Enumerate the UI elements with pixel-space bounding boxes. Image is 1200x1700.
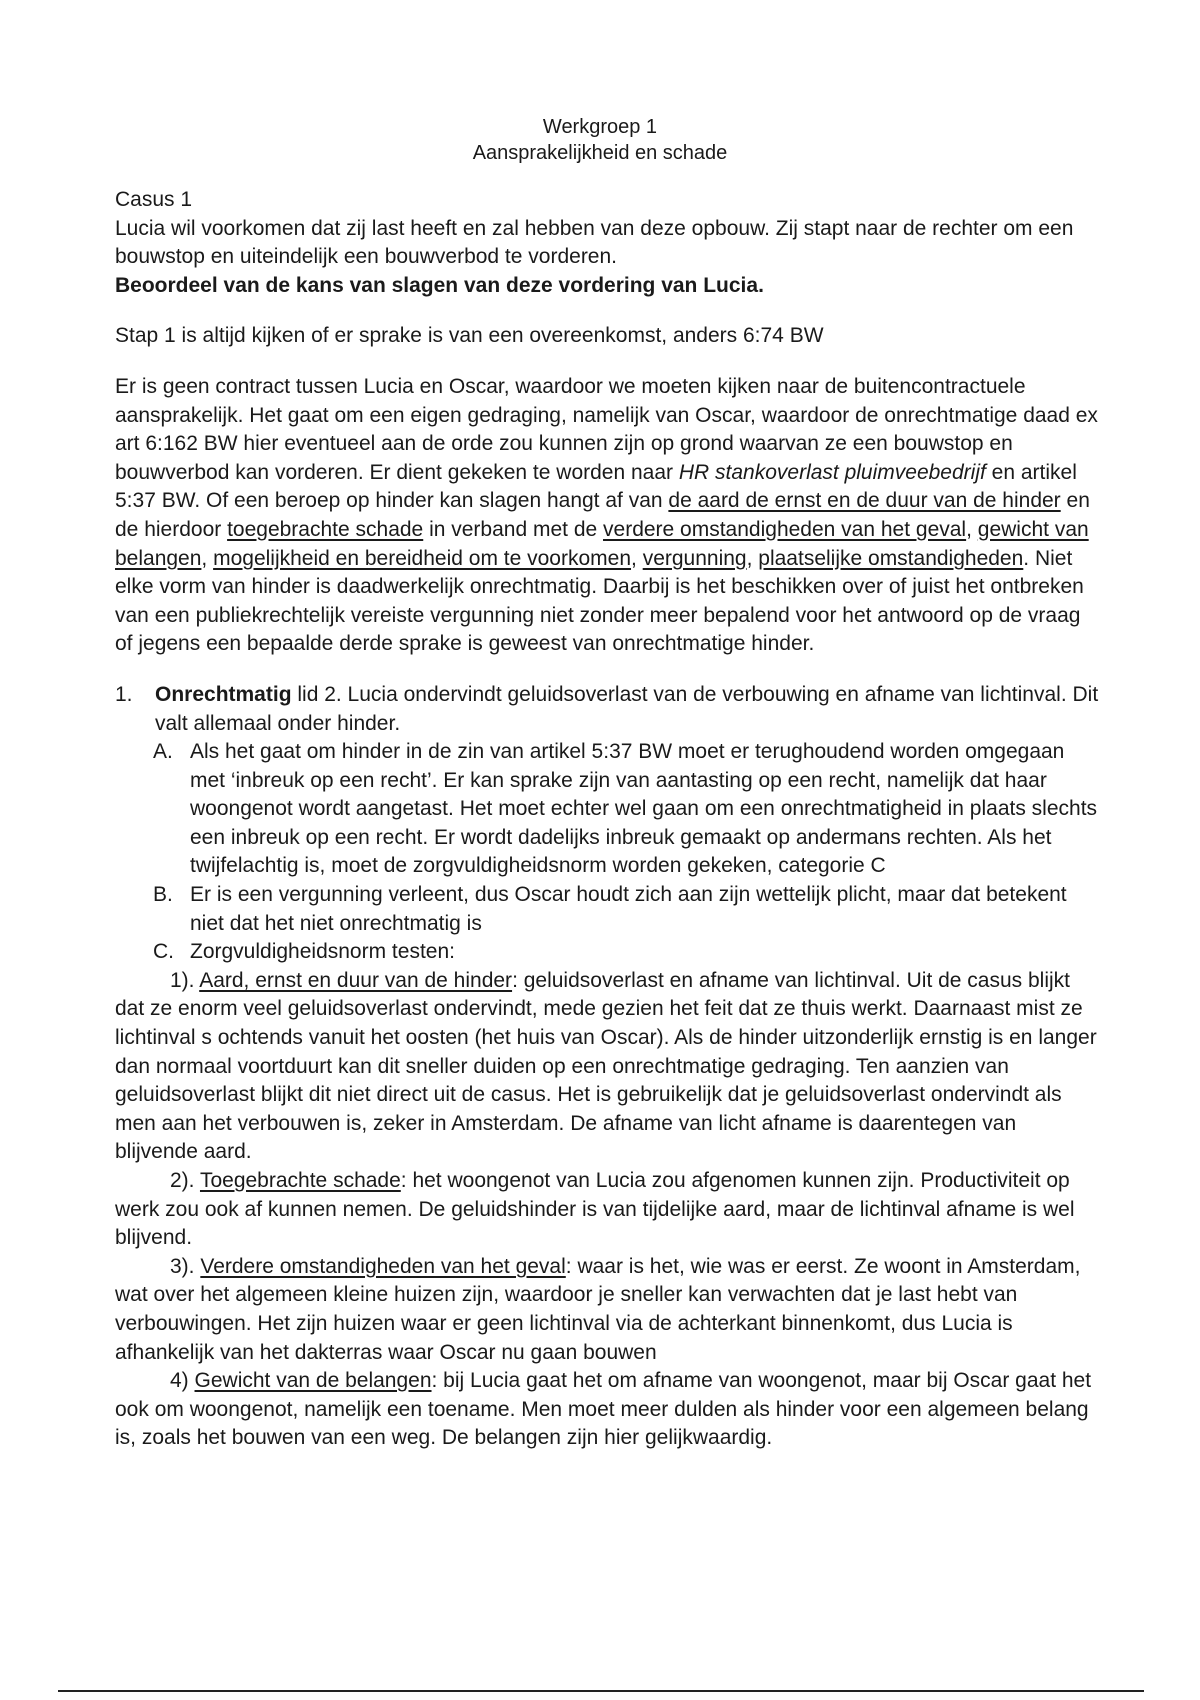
casus-title: Casus 1 [115, 188, 193, 211]
step-4 [115, 1367, 1100, 1453]
page-divider [58, 1690, 1144, 1692]
header-title: Werkgroep 1 [542, 116, 658, 138]
stap-1: Stap 1 is altijd kijken of er sprake is van een overeenkomst, anders 6:74 BW [115, 324, 824, 348]
sub-item-a-text: Als het gaat om hinder in de zin van artikel 5:37 BW moet er terughoudend worden omgegaan met ‘inbreuk op een recht’. Er kan sprake zijn van aantasting op een recht, namelijk dat haar woongenot wordt aangetast. Het moet echter wel gaan om een onrechtmatigheid in plaats slechts een inbreuk op een recht. Er wordt dadelijks inbreuk gemaakt op andermans rechten. Als het twijfelachtig is, moet de zorgvuldigheidsnorm worden gekeken, categorie C [190, 740, 1098, 878]
criterion-interests: gewicht van belangen [115, 517, 1089, 570]
intro-text: , [631, 546, 643, 570]
sub-item-a [115, 738, 1100, 881]
step-label: Aard, ernst en duur van de hinder [199, 968, 513, 992]
sub-item-c-text: Zorgvuldigheidsnorm testen: [190, 940, 455, 964]
sub-item-b-text: Er is een vergunning verleent, dus Oscar houdt zich aan zijn wettelijk plicht, maar dat betekent niet dat het niet onrechtmatig is [190, 883, 1067, 935]
spacer [115, 351, 1100, 373]
step-text: : bij Lucia gaat het om afname van woongenot, maar bij Oscar gaat het ook om woongenot, namelijk een toename. Men moet meer dulden als hinder voor een algemeen belang is, zoals het bouwen van een weg. De belangen zijn hier gelijkwaardig. [115, 1369, 1092, 1450]
item-1-text: lid 2. Lucia ondervindt geluidsoverlast van de verbouwing en afname van lichtinval. Dit valt allemaal onder hinder. [155, 682, 1099, 735]
intro-text: en de hierdoor [115, 489, 1090, 541]
step-label: Verdere omstandigheden van het geval [200, 1254, 566, 1278]
spacer [115, 300, 1100, 322]
criterion-damage: toegebrachte schade [227, 517, 424, 541]
step-label: Gewicht van de belangen [194, 1369, 432, 1393]
list-marker: 1. [115, 682, 133, 706]
criterion-prevention: mogelijkheid en bereidheid om te voorkomen [213, 546, 632, 570]
step-label: Toegebrachte schade [199, 1169, 401, 1192]
document-header [0, 114, 1200, 166]
step-prefix: 1). [170, 968, 200, 992]
spacer [115, 659, 1100, 681]
intro-text: in verband met de [423, 517, 604, 541]
intro-text: Er is geen contract tussen Lucia en Oscar, waardoor we moeten kijken naar de buitencontractuele aansprakelijk. Het gaat om een eigen gedraging, namelijk van Oscar, waardoor de onrechtmatige daad ex art 6:162 BW hier eventueel aan de orde zou kunnen zijn op grond waarvan ze een bouwstop en bouwverbod kan vorderen. Er dient gekeken te worden naar [115, 374, 1098, 484]
intro-text: , [746, 546, 759, 570]
step-prefix: 3). [170, 1254, 201, 1278]
list-item-1 [115, 681, 1100, 738]
sub-marker: C. [153, 940, 174, 964]
intro-text: en artikel 5:37 BW. Of een beroep op hinder kan slagen hangt af van [115, 460, 1077, 513]
sub-marker: A. [153, 740, 173, 764]
criterion-circumstances: verdere omstandigheden van het geval [603, 517, 967, 541]
intro-text: , [201, 546, 214, 570]
intro-text: . Niet elke vorm van hinder is daadwerkelijk onrechtmatig. Daarbij is het beschikken over of juist het ontbreken van een publiekrechtelijk vereiste vergunning niet zonder meer bepalend voor het antwoord op de vraag of jegens een bepaalde derde sprake is geweest van onrechtmatige hinder. [115, 546, 1084, 656]
casus-question: Beoordeel van de kans van slagen van deze vordering van Lucia. [115, 273, 764, 297]
intro-paragraph [115, 373, 1100, 659]
casus-text: Lucia wil voorkomen dat zij last heeft en zal hebben van deze opbouw. Zij stapt naar de rechter om een bouwstop en uiteindelijk een bouwverbod te vorderen. [115, 216, 1074, 269]
sub-marker: B. [153, 883, 173, 907]
case-reference: HR stankoverlast pluimveebedrijf [678, 460, 986, 484]
step-3 [115, 1253, 1100, 1367]
step-text: : geluidsoverlast en afname van lichtinval. Uit de casus blijkt dat ze enorm veel geluidsoverlast ondervindt, mede gezien het feit dat ze thuis werkt. Daarnaast mist ze lichtinval s ochtends vanuit het oosten (het huis van Oscar). Als de hinder uitzonderlijk ernstig is en langer dan normaal voortduurt kan dit sneller duiden op een onrechtmatige gedraging. Ten aanzien van geluidsoverlast blijkt dit niet direct uit de casus. Het is gebruikelijk dat je geluidsoverlast ondervindt als men aan het verbouwen is, zeker in Amsterdam. De afname van licht afname is daarentegen van blijvende aard. [115, 968, 1097, 1164]
step-1 [115, 967, 1100, 1167]
step-prefix: 2). [170, 1169, 200, 1192]
header-subtitle: Aansprakelijkheid en schade [472, 142, 728, 164]
criterion-permit: vergunning [642, 546, 747, 570]
step-prefix: 4) [170, 1369, 195, 1393]
sub-item-b [115, 881, 1100, 938]
criterion-nature: de aard de ernst en de duur van de hinder [668, 489, 1061, 513]
document-body [115, 186, 1100, 1453]
step-2 [115, 1167, 1100, 1253]
item-1-heading: Onrechtmatig [155, 682, 292, 706]
step-text: : het woongenot van Lucia zou afgenomen kunnen zijn. Productiviteit op werk zou ook af kunnen nemen. De geluidshinder is van tijdelijke aard, maar de lichtinval afname is wel blijvend. [115, 1169, 1075, 1250]
step-text: : waar is het, wie was er eerst. Ze woont in Amsterdam, wat over het algemeen kleine huizen zijn, waardoor je sneller kan verwachten dat je last hebt van verbouwingen. Het zijn huizen waar er geen lichtinval via de achterkant binnenkomt, dus Lucia is afhankelijk van het dakterras waar Oscar nu gaan bouwen [115, 1254, 1081, 1364]
sub-item-c [115, 938, 1100, 967]
criterion-local: plaatselijke omstandigheden [758, 546, 1024, 570]
intro-text: , [966, 517, 978, 541]
